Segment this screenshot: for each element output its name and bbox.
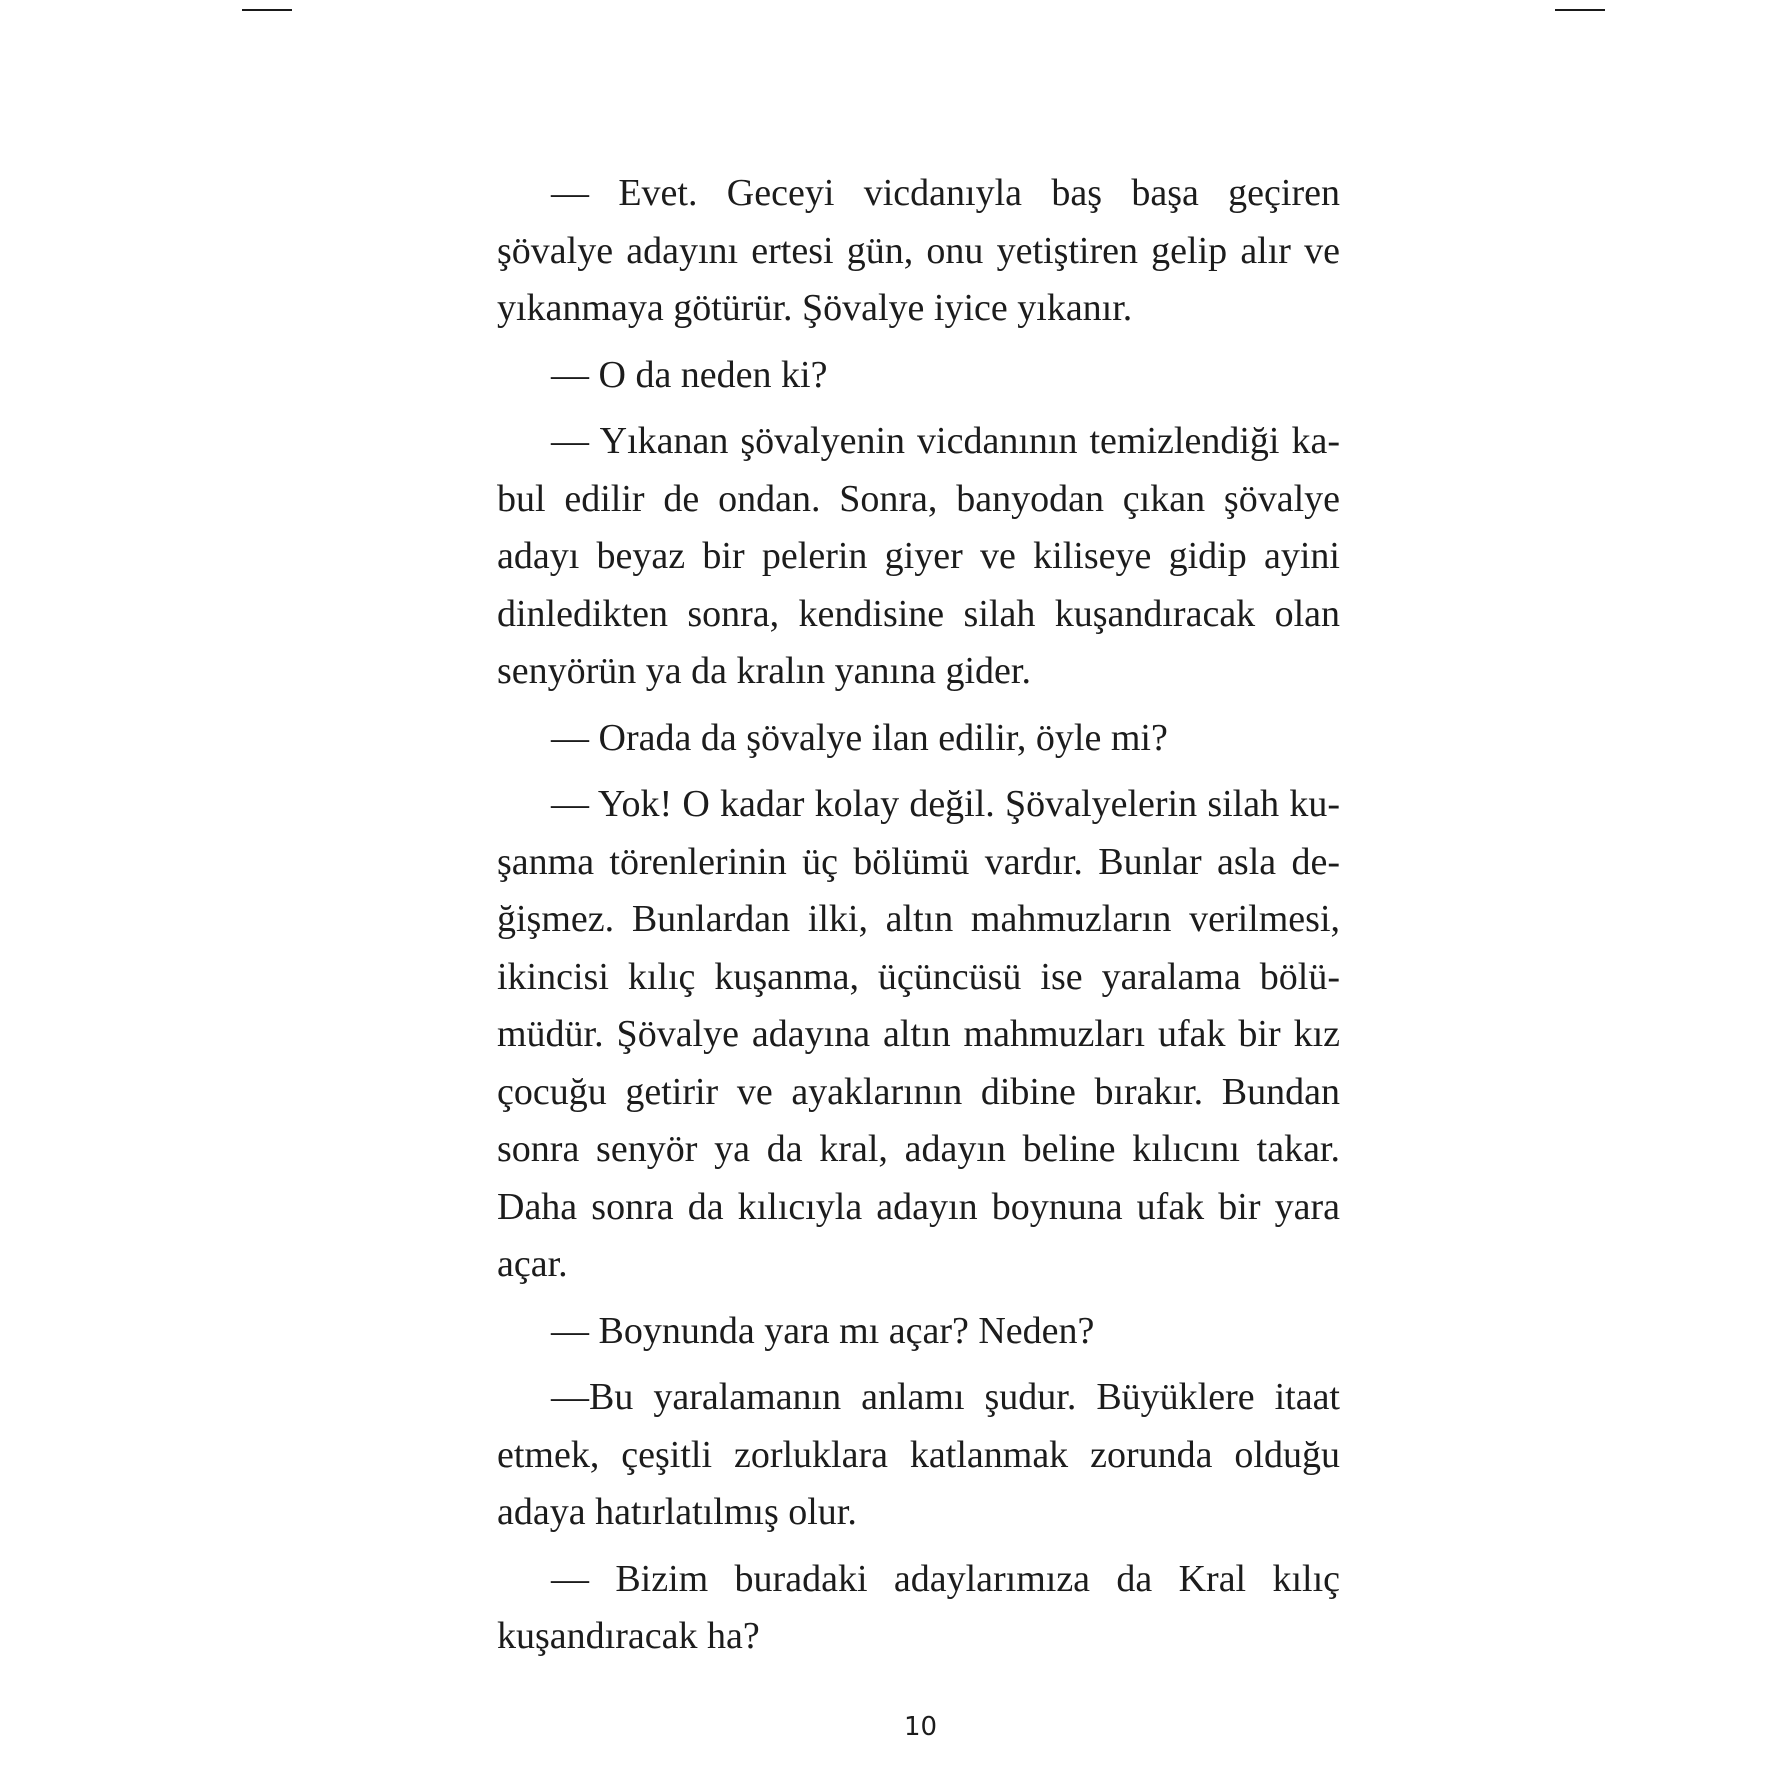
paragraph-7: —Bu yaralamanın anlamı şudur. Büyüklere itaat etmek, çeşitli zorluklara katlanmak zorunda olduğu adaya hatırlatılmış olur. — [497, 1376, 1340, 1533]
page-number: 10 — [903, 1712, 938, 1742]
paragraph-6: — Boynunda yara mı açar? Neden? — [551, 1309, 1095, 1352]
crop-mark-right — [1555, 9, 1605, 11]
paragraph-8: — Bizim buradaki adaylarımıza da Kral kılıç kuşandıracak ha? — [497, 1557, 1340, 1657]
book-text-body — [497, 165, 1340, 1675]
paragraph-1: — Evet. Geceyi vicdanıyla baş başa geçiren şövalye adayını ertesi gün, onu yetiştiren gelip alır ve yıkanmaya götürür. Şövalye iyice yıkanır. — [497, 172, 1340, 329]
paragraph-3: — Yıkanan şövalyenin vicdanının temizlendiği kabul edilir de ondan. Sonra, banyodan çıkan şövalye adayı beyaz bir pelerin giyer ve kiliseye gidip ayini dinledikten sonra, kendisine silah kuşandıracak olan senyörün ya da kralın yanına gider. — [497, 420, 1340, 692]
crop-mark-left — [242, 9, 292, 11]
paragraph-2: — O da neden ki? — [551, 353, 828, 396]
paragraph-5: — Yok! O kadar kolay değil. Şövalyelerin silah kuşanma törenlerinin üç bölümü vardır. Bunlar asla değişmez. Bunlardan ilki, altın mahmuzların verilmesi, ikincisi kılıç kuşanma, üçüncüsü ise yaralama bölümüdür. Şövalye adayına altın mahmuzları ufak bir kız çocuğu getirir ve ayaklarının dibine bırakır. Bundan sonra senyör ya da kral, adayın beline kılıcını takar. Daha sonra da kılıcıyla adayın boynuna ufak bir yara açar. — [497, 783, 1340, 1285]
paragraph-4: — Orada da şövalye ilan edilir, öyle mi? — [551, 716, 1168, 759]
